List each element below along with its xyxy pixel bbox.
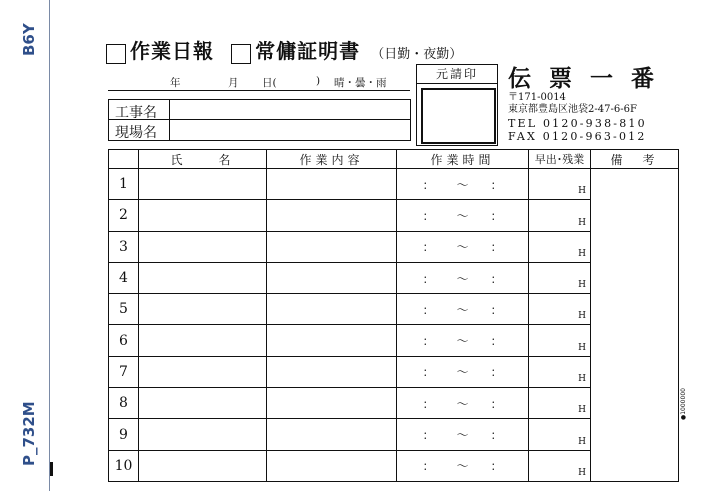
row-number: 8 (109, 388, 139, 419)
end-colon: ： (490, 208, 503, 223)
start-colon: ： (422, 459, 435, 474)
work-time-cell[interactable] (397, 294, 529, 325)
row-number: 5 (109, 294, 139, 325)
time-tilde: 〜 (456, 459, 469, 474)
end-colon: ： (490, 396, 503, 411)
start-colon: ： (422, 208, 435, 223)
header-row-number (109, 150, 139, 169)
overtime-cell[interactable] (529, 294, 591, 325)
header-name: 氏 名 (139, 150, 267, 169)
name-cell[interactable] (139, 388, 267, 419)
work-content-cell[interactable] (267, 450, 397, 481)
company-address: 東京都豊島区池袋2-47-6-6F (508, 104, 637, 115)
header-overtime: 早出･残業 (529, 150, 591, 169)
month-label: 月 (228, 77, 239, 89)
header-work-time: 作業時間 (397, 150, 529, 169)
start-colon: ： (422, 177, 435, 192)
construction-name-field[interactable] (170, 100, 410, 119)
title-row (106, 35, 462, 64)
weather-options: 晴・曇・雨 (334, 77, 387, 89)
work-time-cell[interactable] (397, 419, 529, 450)
site-name-field[interactable] (170, 120, 410, 140)
end-colon: ： (490, 365, 503, 380)
work-content-cell[interactable] (267, 231, 397, 262)
stamp-box (416, 64, 498, 146)
company-fax: FAX 0120-963-012 (508, 130, 647, 143)
end-colon: ： (490, 240, 503, 255)
date-line (108, 75, 410, 91)
form-code-top: B6Y (20, 23, 38, 56)
time-tilde: 〜 (456, 365, 469, 380)
start-colon: ： (422, 428, 435, 443)
construction-name-label: 工事名 (115, 105, 157, 121)
hour-unit: H (578, 374, 586, 385)
header-notes: 備 考 (591, 150, 679, 169)
work-time-cell[interactable] (397, 450, 529, 481)
name-cell[interactable] (139, 169, 267, 200)
overtime-cell[interactable] (529, 169, 591, 200)
hour-unit: H (578, 186, 586, 197)
name-cell[interactable] (139, 356, 267, 387)
row-number: 7 (109, 356, 139, 387)
site-name-label: 現場名 (115, 125, 157, 141)
hour-unit: H (578, 405, 586, 416)
overtime-cell[interactable] (529, 356, 591, 387)
start-colon: ： (422, 271, 435, 286)
overtime-cell[interactable] (529, 450, 591, 481)
stamp-label: 元請印 (417, 65, 497, 84)
start-colon: ： (422, 240, 435, 255)
row-number: 2 (109, 200, 139, 231)
stamp-area[interactable] (421, 88, 496, 144)
hour-unit: H (578, 467, 586, 478)
work-content-cell[interactable] (267, 419, 397, 450)
time-tilde: 〜 (456, 208, 469, 223)
work-content-cell[interactable] (267, 388, 397, 419)
work-content-cell[interactable] (267, 169, 397, 200)
time-tilde: 〜 (456, 334, 469, 349)
company-tel: TEL 0120-938-810 (508, 117, 647, 130)
end-colon: ： (490, 334, 503, 349)
day-label: 日( (262, 77, 277, 89)
table-header-row (109, 150, 679, 169)
work-content-cell[interactable] (267, 262, 397, 293)
work-content-cell[interactable] (267, 356, 397, 387)
margin-tick-mark (50, 462, 53, 476)
work-time-cell[interactable] (397, 200, 529, 231)
name-cell[interactable] (139, 325, 267, 356)
time-tilde: 〜 (456, 177, 469, 192)
time-tilde: 〜 (456, 302, 469, 317)
work-time-cell[interactable] (397, 388, 529, 419)
work-time-cell[interactable] (397, 231, 529, 262)
side-code: ●1000000 (680, 388, 687, 420)
row-number: 1 (109, 169, 139, 200)
name-cell[interactable] (139, 262, 267, 293)
hour-unit: H (578, 280, 586, 291)
hour-unit: H (578, 248, 586, 259)
time-tilde: 〜 (456, 240, 469, 255)
end-colon: ： (490, 459, 503, 474)
work-content-cell[interactable] (267, 294, 397, 325)
notes-cell[interactable] (591, 169, 679, 482)
end-colon: ： (490, 177, 503, 192)
shift-note: （日勤・夜勤） (371, 47, 463, 62)
work-content-cell[interactable] (267, 200, 397, 231)
company-postal: 〒171-0014 (508, 92, 566, 103)
end-colon: ： (490, 302, 503, 317)
overtime-cell[interactable] (529, 419, 591, 450)
name-cell[interactable] (139, 231, 267, 262)
end-colon: ： (490, 428, 503, 443)
work-time-cell[interactable] (397, 169, 529, 200)
row-number: 4 (109, 262, 139, 293)
name-cell[interactable] (139, 419, 267, 450)
employment-cert-checkbox[interactable] (231, 44, 251, 64)
overtime-cell[interactable] (529, 200, 591, 231)
daily-report-checkbox[interactable] (106, 44, 126, 64)
overtime-cell[interactable] (529, 325, 591, 356)
overtime-cell[interactable] (529, 388, 591, 419)
employment-cert-title: 常傭証明書 (255, 39, 361, 63)
work-time-cell[interactable] (397, 325, 529, 356)
end-colon: ： (490, 271, 503, 286)
start-colon: ： (422, 302, 435, 317)
form-code-bottom: P_732M (20, 401, 38, 466)
time-tilde: 〜 (456, 271, 469, 286)
overtime-cell[interactable] (529, 231, 591, 262)
hour-unit: H (578, 217, 586, 228)
hour-unit: H (578, 436, 586, 447)
company-name: 伝票一番 (508, 65, 672, 92)
year-label: 年 (170, 77, 181, 89)
work-time-cell[interactable] (397, 262, 529, 293)
time-tilde: 〜 (456, 396, 469, 411)
start-colon: ： (422, 334, 435, 349)
table-row (109, 169, 679, 200)
name-cell[interactable] (139, 200, 267, 231)
day-paren-close: ) (316, 75, 321, 87)
row-number: 3 (109, 231, 139, 262)
row-number: 10 (109, 450, 139, 481)
time-tilde: 〜 (456, 428, 469, 443)
work-content-cell[interactable] (267, 325, 397, 356)
row-number: 6 (109, 325, 139, 356)
hour-unit: H (578, 311, 586, 322)
site-info-box (108, 99, 411, 141)
row-number: 9 (109, 419, 139, 450)
work-time-cell[interactable] (397, 356, 529, 387)
name-cell[interactable] (139, 450, 267, 481)
hour-unit: H (578, 342, 586, 353)
daily-report-title: 作業日報 (130, 39, 214, 63)
work-table (108, 149, 679, 482)
name-cell[interactable] (139, 294, 267, 325)
start-colon: ： (422, 365, 435, 380)
overtime-cell[interactable] (529, 262, 591, 293)
start-colon: ： (422, 396, 435, 411)
header-work-content: 作業内容 (267, 150, 397, 169)
